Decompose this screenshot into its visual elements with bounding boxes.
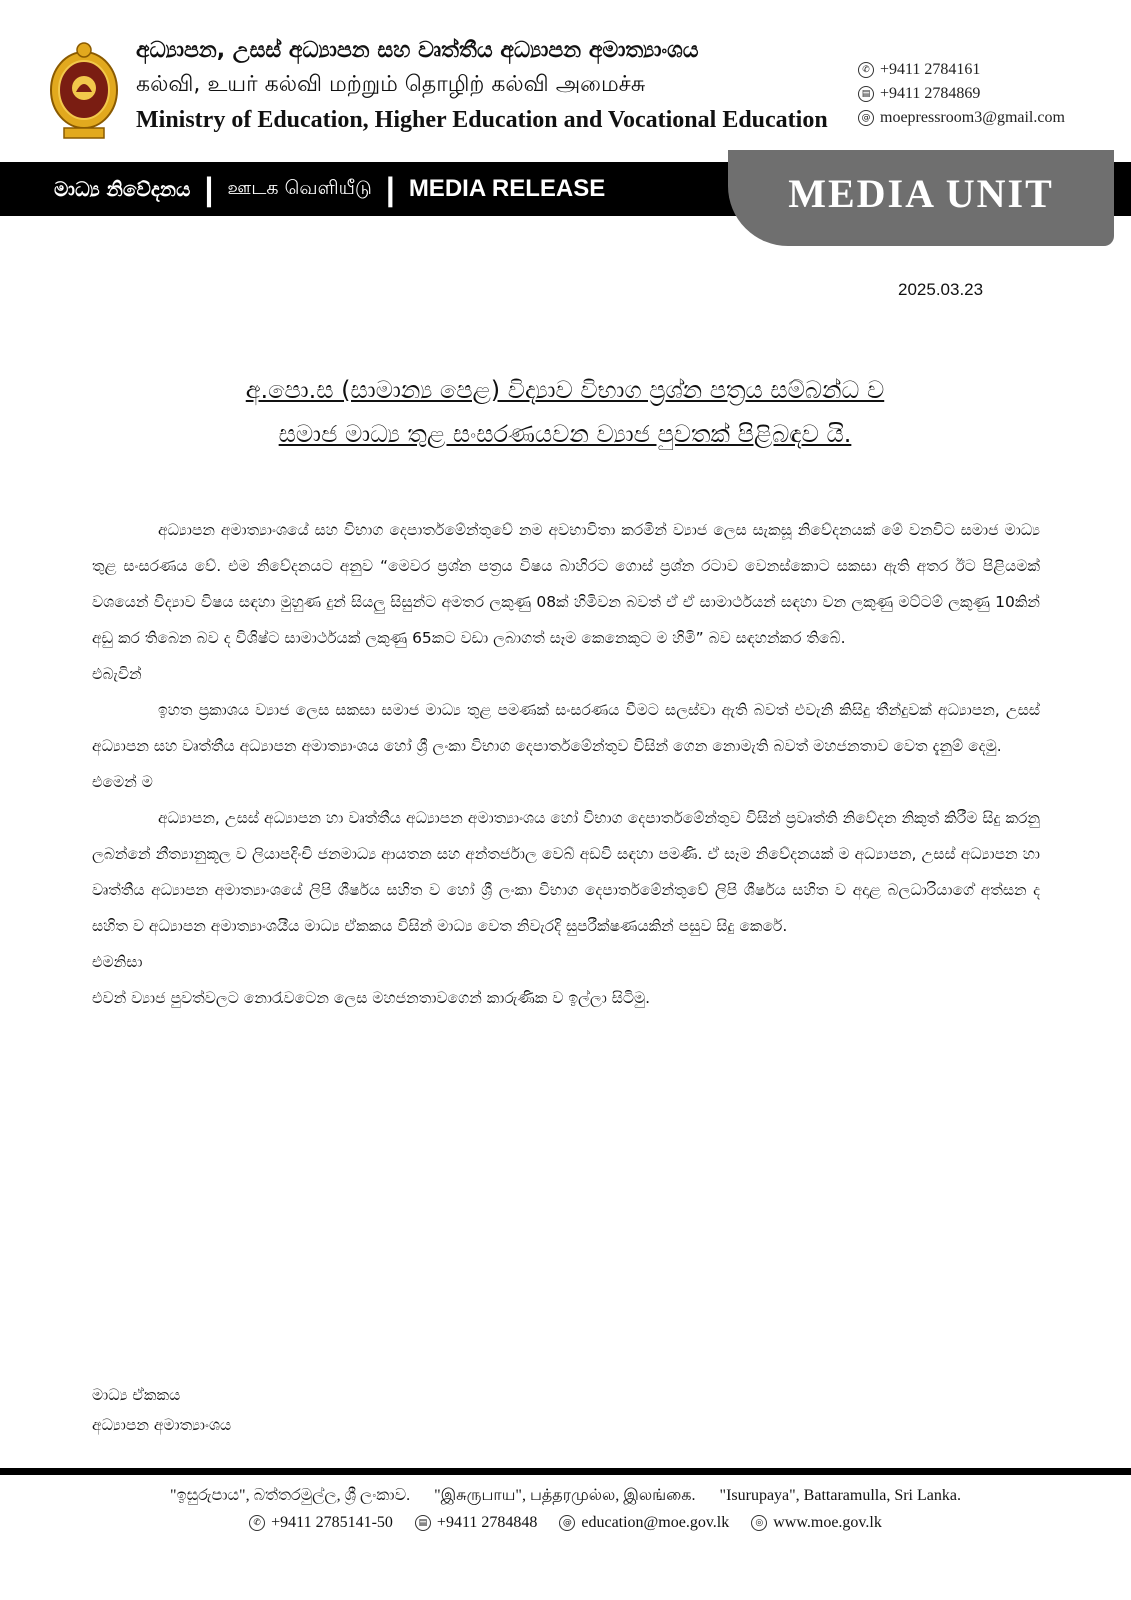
header-phone: +9411 2784161 (880, 61, 981, 78)
connector-heading-2: එමෙන් ම (92, 773, 153, 791)
separator: | (204, 170, 214, 207)
release-body (92, 512, 1040, 1016)
release-title (100, 368, 1030, 456)
header-email: moepressroom3@gmail.com (880, 109, 1065, 126)
footer-contacts (0, 1514, 1131, 1532)
footer-phone: +9411 2785141-50 (271, 1514, 393, 1531)
phone-icon: ✆ (249, 1515, 265, 1531)
email-icon: @ (858, 110, 874, 126)
header-fax: +9411 2784869 (880, 85, 981, 102)
signature-line-1: මාධ්‍ය ඒකකය (92, 1386, 181, 1404)
release-date: 2025.03.23 (898, 280, 984, 299)
footer-address-english: "Isurupaya", Battaramulla, Sri Lanka. (719, 1487, 961, 1504)
media-release-label (54, 162, 605, 216)
paragraph-4: එවන් ව්‍යාජ පුවත්වලට නොරැවටෙන ලෙස මහජනතාවගෙන් කාරුණික ව ඉල්ලා සිටිමු. (92, 989, 651, 1007)
signature-line-2: අධ්‍යාපන අමාත්‍යාංශය (92, 1416, 232, 1434)
media-release-english: MEDIA RELEASE (408, 175, 606, 202)
footer-address-sinhala: "ඉසුරුපාය", බත්තරමුල්ල, ශ්‍රී ලංකාව. (170, 1487, 411, 1504)
globe-icon: ◎ (751, 1515, 767, 1531)
footer-fax: +9411 2784848 (436, 1514, 538, 1531)
separator: | (385, 170, 395, 207)
footer-address-tamil: "இசுருபாய", பத்தரமுல்ல, இலங்கை. (434, 1487, 696, 1504)
connector-heading-3: එමනිසා (92, 953, 143, 971)
media-release-tamil: ஊடக வெளியீடு (227, 176, 372, 199)
title-line-1: අ.පො.ස (සාමාන්‍ය පෙළ) විද්‍යාව විභාග ප්‍රශ්න පත්‍රය සම්බන්ධ ව (245, 376, 885, 404)
national-emblem-logo (48, 38, 120, 144)
signature-block (92, 1380, 231, 1440)
footer-rule (0, 1468, 1131, 1475)
email-icon: @ (559, 1515, 575, 1531)
ministry-name (136, 40, 826, 132)
title-line-2: සමාජ මාධ්‍ය තුළ සංසරණයවන ව්‍යාජ පුවතක් පිළිබඳව යි. (278, 420, 852, 448)
paragraph-1: අධ්‍යාපන අමාත්‍යාංශයේ සහ විභාග දෙපාර්තමේන්තුවේ නම අවභාවිතා කරමින් ව්‍යාජ ලෙස සැකසූ නිවේදනයක් මේ වනවිට සමාජ මාධ්‍ය තුළ සංසරණය වේ. එම නිවේදනයට අනුව “මෙවර ප්‍රශ්න පත්‍රය විෂය බාහිරට ගොස් ප්‍රශ්න රටාව වෙනස්කොට සකසා ඇති අතර ඊට පිළියමක් වශයෙන් විද්‍යාව විෂය සඳහා මුහුණ දුන් සියලු සිසුන්ට අමතර ලකුණු 08ක් හිමිවන බවත් ඒ ඒ සාමාර්ථයන් සඳහා වන ලකුණු මට්ටම් ලකුණු 10කින් අඩු කර තිබෙන බව ද විශිෂ්ට සාමාර්ථයක් ලකුණු 65කට වඩා ලබාගත් සෑම කෙනෙකුට ම හිමි” බව සඳහන්කර තිබේ. (92, 521, 1040, 647)
media-unit-label: MEDIA UNIT (788, 170, 1054, 216)
connector-heading-1: එබැවින් (92, 665, 142, 683)
letterhead (0, 0, 1131, 160)
ministry-name-english: Ministry of Education, Higher Education and Vocational Education (136, 107, 828, 133)
footer-website: www.moe.gov.lk (773, 1514, 882, 1531)
ministry-name-sinhala: අධ්‍යාපන, උසස් අධ්‍යාපන සහ වෘත්තීය අධ්‍යාපන අමාත්‍යාංශය (136, 38, 699, 63)
paragraph-3: අධ්‍යාපන, උසස් අධ්‍යාපන හා වෘත්තීය අධ්‍යාපන අමාත්‍යාංශය හෝ විභාග දෙපාර්තමේන්තුව විසින් ප්‍රවෘත්ති නිවේදන නිකුත් කිරීම සිදු කරනු ලබන්නේ නීත්‍යානුකූල ව ලියාපදිංචි ජනමාධ්‍ය ආයතන සහ අන්තර්ජාල වෙබ් අඩවි සඳහා පමණි. ඒ සෑම නිවේදනයක් ම අධ්‍යාපන, උසස් අධ්‍යාපන හා වෘත්තීය අධ්‍යාපන අමාත්‍යාංශයේ ලිපි ශීර්ෂය සහිත ව හෝ ශ්‍රී ලංකා විභාග දෙපාර්තමේන්තුවේ ලිපි ශීර්ෂය සහිත ව අදාළ බලධාරියාගේ අත්සන ද සහිත ව අධ්‍යාපන අමාත්‍යාංශයීය මාධ්‍ය ඒකකය විසින් මාධ්‍ය වෙත නිවැරදි සුපරීක්ෂණයකින් පසුව සිදු කෙරේ. (92, 809, 1040, 935)
fax-icon: ▤ (415, 1515, 431, 1531)
phone-icon: ✆ (858, 62, 874, 78)
fax-icon: ▤ (858, 86, 874, 102)
header-contacts (858, 58, 1065, 130)
footer-address (0, 1486, 1131, 1506)
paragraph-2: ඉහත ප්‍රකාශය ව්‍යාජ ලෙස සකසා සමාජ මාධ්‍ය තුළ පමණක් සංසරණය වීමට සලස්වා ඇති බවත් එවැනි කිසිදු තීන්දුවක් අධ්‍යාපන, උසස් අධ්‍යාපන සහ වෘත්තීය අධ්‍යාපන අමාත්‍යාංශය හෝ ශ්‍රී ලංකා විභාග දෙපාර්තමේන්තුව විසින් ගෙන නොමැති බවත් මහජනතාව වෙත දැනුම් දෙමු. (92, 701, 1040, 755)
media-release-sinhala: මාධ්‍ය නිවේදනය (54, 177, 191, 201)
footer-email: education@moe.gov.lk (581, 1514, 730, 1531)
ministry-name-tamil: கல்வி, உயர் கல்வி மற்றும் தொழிற் கல்வி அமைச்சு (136, 72, 646, 97)
